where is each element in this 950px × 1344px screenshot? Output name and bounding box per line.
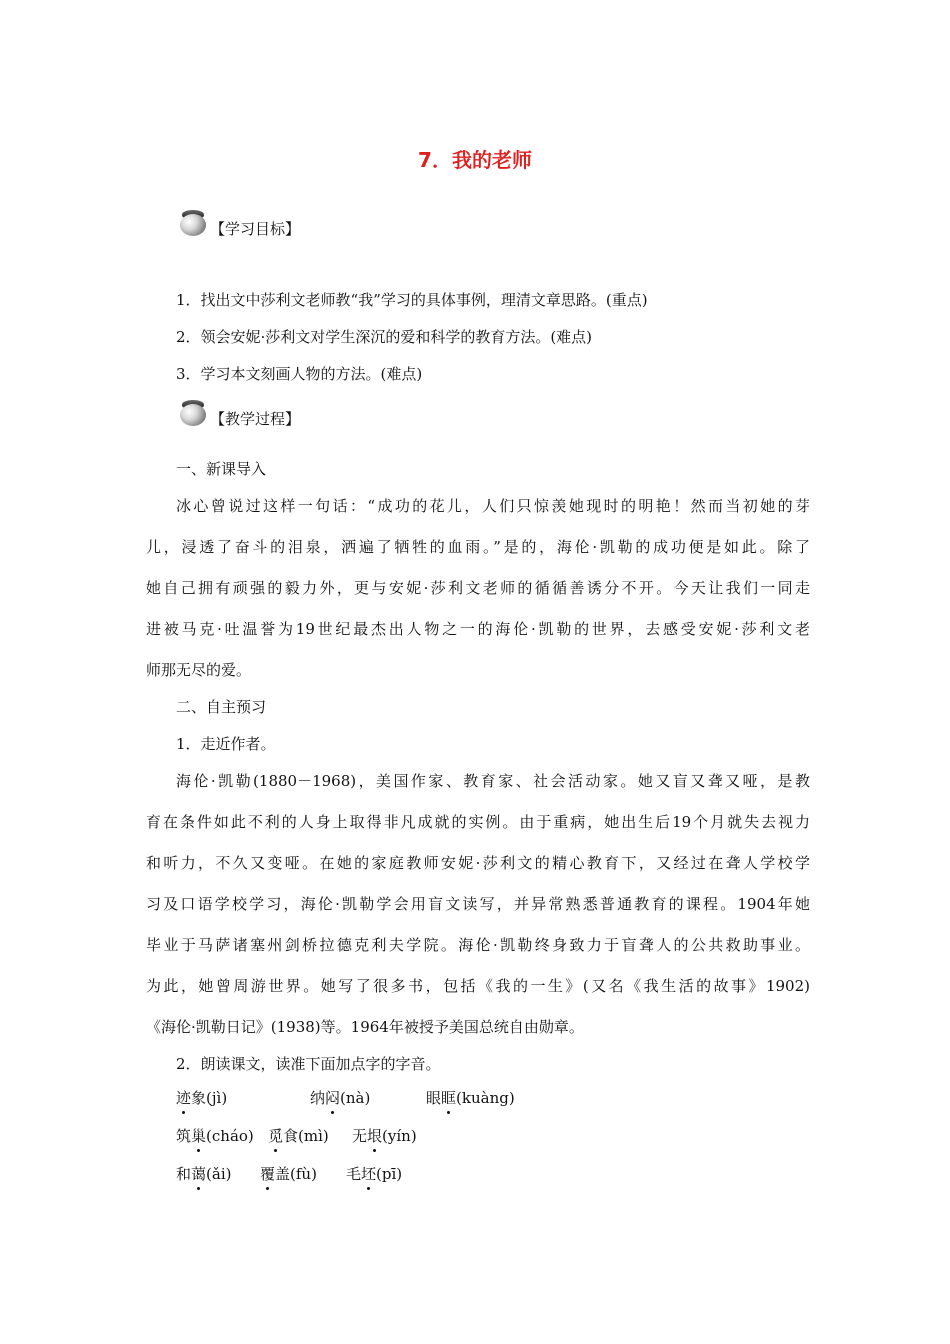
section-label: 【教学过程】 [210, 410, 301, 428]
word-pre: 毛 [346, 1165, 362, 1183]
word-pre: 无 [352, 1127, 368, 1145]
pinyin-word [352, 1126, 417, 1146]
paragraph-line: 进被马克·吐温誉为19世纪最杰出人物之一的海伦·凯勒的世界，去感受安妮·莎利文老 [146, 620, 810, 638]
paragraph-line: 儿，浸透了奋斗的泪泉，洒遍了牺牲的血雨。”是的，海伦·凯勒的成功便是如此。除了 [146, 538, 810, 556]
word-rest: (pī) [376, 1165, 403, 1183]
paragraph-line: 师那无尽的爱。 [146, 661, 252, 679]
dotted-char: 蔼 [191, 1165, 207, 1183]
section-label: 【学习目标】 [210, 220, 301, 238]
section-header-goals [176, 206, 300, 240]
pinyin-row [176, 1126, 417, 1146]
pinyin-row [176, 1088, 515, 1108]
dotted-char: 觅 [268, 1127, 284, 1145]
word-pre: 筑 [176, 1127, 192, 1145]
dotted-char: 闷 [325, 1089, 341, 1107]
word-rest: (yín) [382, 1127, 417, 1145]
pinyin-word [346, 1164, 402, 1184]
goal-item: 2．领会安妮·莎利文对学生深沉的爱和科学的教育方法。(难点) [176, 328, 593, 346]
paragraph-line: 《海伦·凯勒日记》(1938)等。1964年被授予美国总统自由勋章。 [146, 1018, 584, 1036]
pinyin-word [176, 1126, 268, 1146]
paragraph-line: 毕业于马萨诸塞州剑桥拉德克利夫学院。海伦·凯勒终身致力于盲聋人的公共救助事业。 [146, 936, 810, 954]
pinyin-word [260, 1164, 346, 1184]
paragraph-line: 和听力，不久又变哑。在她的家庭教师安妮·莎利文的精心教育下，又经过在聋人学校学 [146, 854, 810, 872]
word-rest: (kuàng) [456, 1089, 515, 1107]
word-pre: 纳 [310, 1089, 326, 1107]
pinyin-word [426, 1088, 515, 1108]
dotted-char: 坯 [361, 1165, 377, 1183]
dotted-char: 眶 [441, 1089, 457, 1107]
word-rest: 盖(fù) [275, 1165, 317, 1183]
word-rest: 象(jì) [191, 1089, 228, 1107]
subheading: 一、新课导入 [176, 460, 267, 478]
pinyin-word [176, 1164, 260, 1184]
paragraph-line: 习及口语学校学习，海伦·凯勒学会用盲文读写，并异常熟悉普通教育的课程。1904年她 [146, 895, 810, 913]
dotted-char: 垠 [367, 1127, 383, 1145]
word-rest: (ǎi) [206, 1165, 232, 1183]
pinyin-row [176, 1164, 402, 1184]
paragraph-line: 她自己拥有顽强的毅力外，更与安妮·莎利文老师的循循善诱分不开。今天让我们一同走 [146, 579, 810, 597]
word-pre: 和 [176, 1165, 192, 1183]
page-title: 7．我的老师 [418, 148, 532, 172]
word-pre: 眼 [426, 1089, 442, 1107]
pinyin-word [310, 1088, 426, 1108]
pinyin-word [268, 1126, 352, 1146]
paragraph-line: 为此，她曾周游世界。她写了很多书，包括《我的一生》(又名《我生活的故事》1902) [146, 977, 810, 995]
bullet-ball-icon [176, 398, 210, 430]
goal-item: 3．学习本文刻画人物的方法。(难点) [176, 365, 423, 383]
subheading: 二、自主预习 [176, 698, 267, 716]
word-rest: 食(mì) [283, 1127, 329, 1145]
dotted-char: 巢 [191, 1127, 207, 1145]
subheading: 2．朗读课文，读准下面加点字的字音。 [176, 1055, 441, 1073]
word-rest: (cháo) [206, 1127, 254, 1145]
subheading: 1．走近作者。 [176, 735, 276, 753]
paragraph-line: 育在条件如此不利的人身上取得非凡成就的实例。由于重病，她出生后19个月就失去视力 [146, 813, 810, 831]
dotted-char: 迹 [176, 1089, 192, 1107]
dotted-char: 覆 [260, 1165, 276, 1183]
paragraph-line: 冰心曾说过这样一句话：“成功的花儿，人们只惊羡她现时的明艳！然而当初她的芽 [176, 497, 810, 515]
bullet-ball-icon [176, 208, 210, 240]
paragraph-line: 海伦·凯勒(1880－1968)，美国作家、教育家、社会活动家。她又盲又聋又哑，是教 [176, 772, 810, 790]
goal-item: 1．找出文中莎利文老师教“我”学习的具体事例，理清文章思路。(重点) [176, 291, 648, 309]
pinyin-word [176, 1088, 310, 1108]
word-rest: (nà) [340, 1089, 371, 1107]
section-header-process [176, 396, 300, 430]
